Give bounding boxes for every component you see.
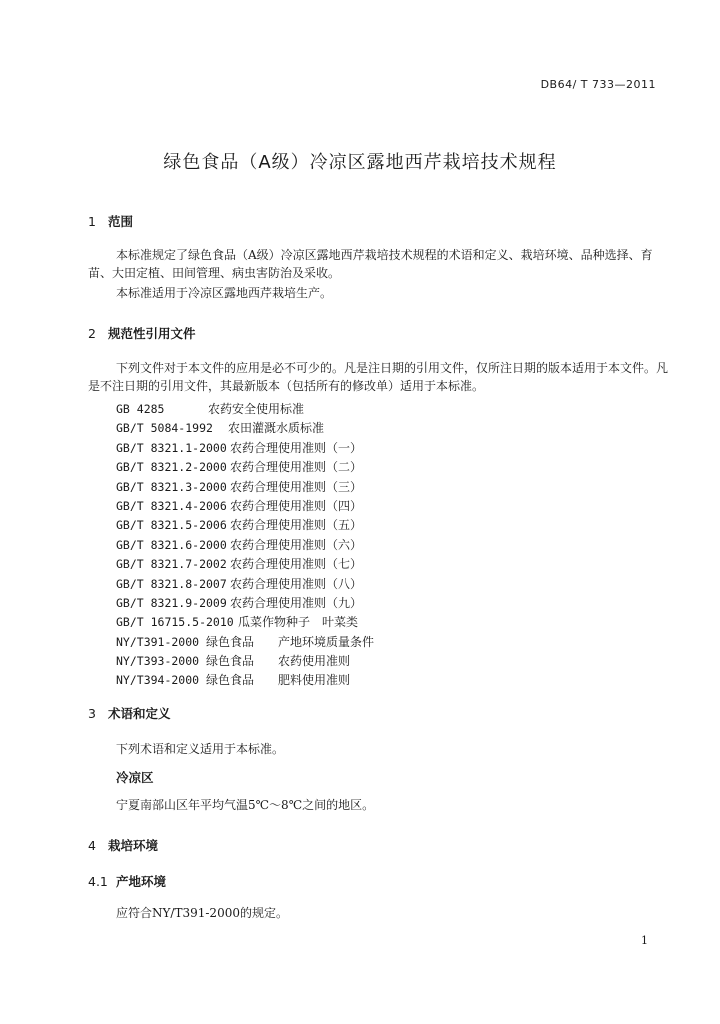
section-title: 范围 [108,214,134,229]
subsection-4-1-text: 应符合NY/T391-2000的规定。 [116,906,288,920]
section-number: 2 [88,326,96,341]
reference-item: NY/T391-2000 绿色食品 产地环境质量条件 [116,634,375,649]
standard-code: DB64/ T 733—2011 [540,78,656,91]
reference-item: GB/T 8321.9-2009 农药合理使用准则（九） [116,595,363,610]
section-title: 栽培环境 [108,838,159,853]
term-name: 冷凉区 [116,770,154,785]
reference-item: GB/T 8321.6-2000 农药合理使用准则（六） [116,537,363,552]
scope-paragraph-2: 本标准适用于冷凉区露地西芹栽培生产。 [116,286,333,300]
document-title: 绿色食品（A级）冷凉区露地西芹栽培技术规程 [163,152,557,173]
reference-item: GB/T 5084-1992 农田灌溉水质标准 [116,421,325,436]
section-number: 1 [88,214,96,229]
reference-item: GB/T 8321.5-2006 农药合理使用准则（五） [116,518,363,533]
reference-item: GB/T 8321.1-2000 农药合理使用准则（一） [116,440,363,455]
subsection-number: 4.1 [88,874,108,889]
terms-intro: 下列术语和定义适用于本标准。 [116,742,285,756]
reference-item: NY/T393-2000 绿色食品 农药使用准则 [116,654,351,669]
subsection-4-1-heading [88,872,166,890]
reference-item: GB/T 8321.7-2002 农药合理使用准则（七） [116,557,363,572]
section-1-heading [88,212,133,230]
page-number: 1 [641,934,648,947]
subsection-title: 产地环境 [116,874,167,889]
section-2-heading [88,324,196,342]
reference-item: GB/T 8321.8-2007 农药合理使用准则（八） [116,576,363,591]
reference-item: GB/T 8321.4-2006 农药合理使用准则（四） [116,498,363,513]
section-title: 术语和定义 [108,706,171,721]
scope-paragraph-1: 本标准规定了绿色食品（A级）冷凉区露地西芹栽培技术规程的术语和定义、栽培环境、品种选择、育苗、大田定植、田间管理、病虫害防治及采收。 [88,248,653,280]
reference-item: GB/T 16715.5-2010 瓜菜作物种子 叶菜类 [116,615,359,630]
section-3-heading [88,704,171,722]
section-title: 规范性引用文件 [108,326,196,341]
reference-item: GB/T 8321.3-2000 农药合理使用准则（三） [116,479,363,494]
reference-item: NY/T394-2000 绿色食品 肥料使用准则 [116,673,351,688]
section-number: 3 [88,706,96,721]
reference-item: GB 4285 农药安全使用标准 [116,402,305,416]
section-number: 4 [88,838,96,853]
term-definition: 宁夏南部山区年平均气温5℃～8℃之间的地区。 [116,798,375,812]
reference-item: GB/T 8321.2-2000 农药合理使用准则（二） [116,460,363,475]
reference-list [116,400,374,691]
references-intro-paragraph: 下列文件对于本文件的应用是必不可少的。凡是注日期的引用文件，仅所注日期的版本适用于本文件。凡是不注日期的引用文件，其最新版本（包括所有的修改单）适用于本标准。 [88,361,669,393]
section-4-heading [88,836,158,854]
